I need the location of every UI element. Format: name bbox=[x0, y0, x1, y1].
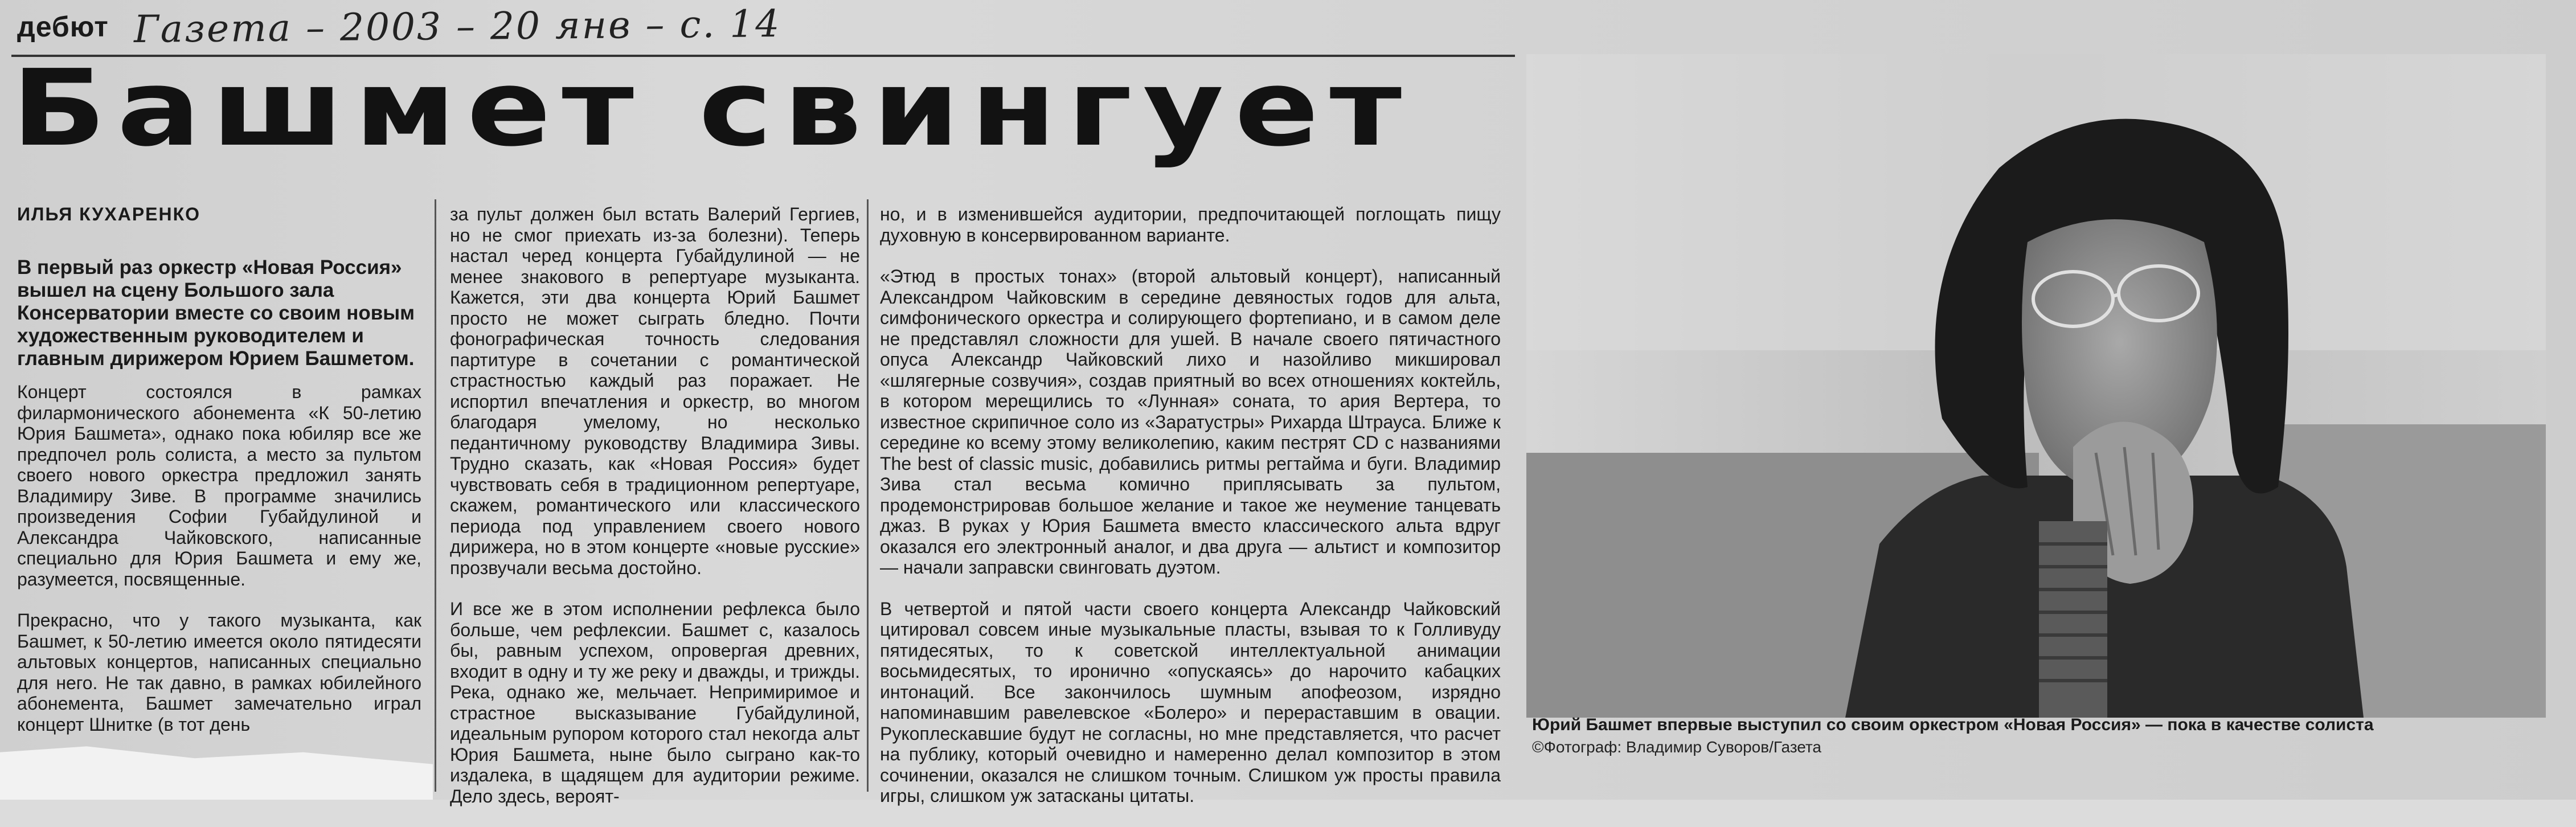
portrait-image bbox=[1526, 54, 2546, 718]
handwritten-source-note: Газета – 2003 – 20 янв – с. 14 bbox=[133, 2, 781, 51]
paragraph: Прекрасно, что у такого музыканта, как Башмет, к 50-летию имеется около пятидесяти альтовых концертов, написанных специально для него. Не так давно, в рамках юбилейного абонемента, Башмет замечательно играл концерт Шнитке (в тот день bbox=[17, 610, 421, 735]
article-photo bbox=[1526, 54, 2546, 718]
section-rubric: дебют bbox=[17, 11, 109, 43]
article-column-1 bbox=[17, 382, 421, 755]
article-column-2 bbox=[450, 204, 860, 827]
paragraph: за пульт должен был встать Валерий Гергиев, но не смог приехать из-за болезни). Теперь настал черед концерта Губайдулиной — не менее знакового в репертуаре музыканта. Кажется, эти два концерта Юрий Башмет просто не может сыграть бледно. Почти фонографическая точность следования партитуре в сочетании с романтической страстностью каждый раз поражает. Не испортил впечатления и оркестр, во многом благодаря умелому, но несколько педантичному руководству Владимира Зивы. Трудно сказать, как «Новая Россия» будет чувствовать себя в традиционном репертуаре, скажем, романтического или классического периода под управлением своего нового дирижера, но в этом концерте «новые русские» прозвучали весьма достойно. bbox=[450, 204, 860, 578]
article-headline: Башмет свингует bbox=[11, 47, 1413, 170]
photo-credit: ©Фотограф: Владимир Суворов/Газета bbox=[1532, 738, 1821, 756]
article-author: ИЛЬЯ КУХАРЕНКО bbox=[17, 204, 201, 224]
column-divider bbox=[435, 199, 436, 792]
paragraph: но, и в изменившейся аудитории, предпочитающей поглощать пищу духовную в консервированном варианте. bbox=[880, 204, 1501, 245]
article-column-3 bbox=[880, 204, 1501, 827]
article-lead: В первый раз оркестр «Новая Россия» вышел на сцену Большого зала Консерватории вместе со своим новым художественным руководителем и главным дирижером Юрием Башметом. bbox=[17, 256, 415, 370]
column-divider bbox=[867, 199, 869, 792]
photo-caption: Юрий Башмет впервые выступил со своим оркестром «Новая Россия» — пока в качестве солиста bbox=[1532, 715, 2374, 734]
paragraph: «Этюд в простых тонах» (второй альтовый концерт), написанный Александром Чайковским в середине девяностых годов для альта, симфонического оркестра и солирующего фортепиано, и в самом деле не представлял сложности для ушей. В начале своего пятичастного опуса Александр Чайковский лихо и назойливо микшировал «шлягерные созвучия», создав приятный во всех отношениях коктейль, в котором мерещились то «Лунная» соната, то ария Вертера, то известное скрипичное соло из «Заратустры» Рихарда Штрауса. Ближе к середине ко всему этому великолепию, каким пестрят CD с названиями The best of classic music, добавились ритмы регтайма и буги. Владимир Зива стал весьма комично приплясывать за пультом, продемонстрировав большое желание и такое же неумение танцевать джаз. В руках у Юрия Башмета вместо классического альта вдруг оказался его электронный аналог, и два друга — альтист и композитор — начали заправски свинговать дуэтом. bbox=[880, 266, 1501, 578]
paragraph: Концерт состоялся в рамках филармонического абонемента «К 50-летию Юрия Башмета», однако пока юбиляр все же предпочел роль солиста, а место за пультом своего нового оркестра предложил занять Владимиру Зиве. В программе значились произведения Софии Губайдулиной и Александра Чайковского, написанные специально для Юрия Башмета и ему же, разумеется, посвященные. bbox=[17, 382, 421, 589]
paragraph: В четвертой и пятой части своего концерта Александр Чайковский цитировал совсем иные музыкальные пласты, взывая то к Голливуду пятидесятых, то к советской интеллектуальной анимации восьмидесятых, то иронично «опускаясь» до нарочито кабацких интонаций. Все закончилось шумным апофеозом, изрядно напоминавшим равелевское «Болеро» и перераставшим в овации. Рукоплескавшие будут не согласны, но мне представляется, что расчет на публику, который очевидно и намеренно делал композитор в этом сочинении, оказался не слишком точным. Слишком уж просты правила игры, слишком уж затасканы цитаты. bbox=[880, 598, 1501, 806]
paragraph: И все же в этом исполнении рефлекса было больше, чем рефлексии. Башмет с, казалось бы, равным успехом, опровергая древних, входит в одну и ту же реку и дважды, и трижды. Река, однако же, мельчает. Непримиримое и страстное высказывание Губайдулиной, идеальным рупором которого стал некогда альт Юрия Башмета, ныне было сыграно как-то издалека, в щадящем для аудитории режиме. Дело здесь, вероят- bbox=[450, 599, 860, 806]
